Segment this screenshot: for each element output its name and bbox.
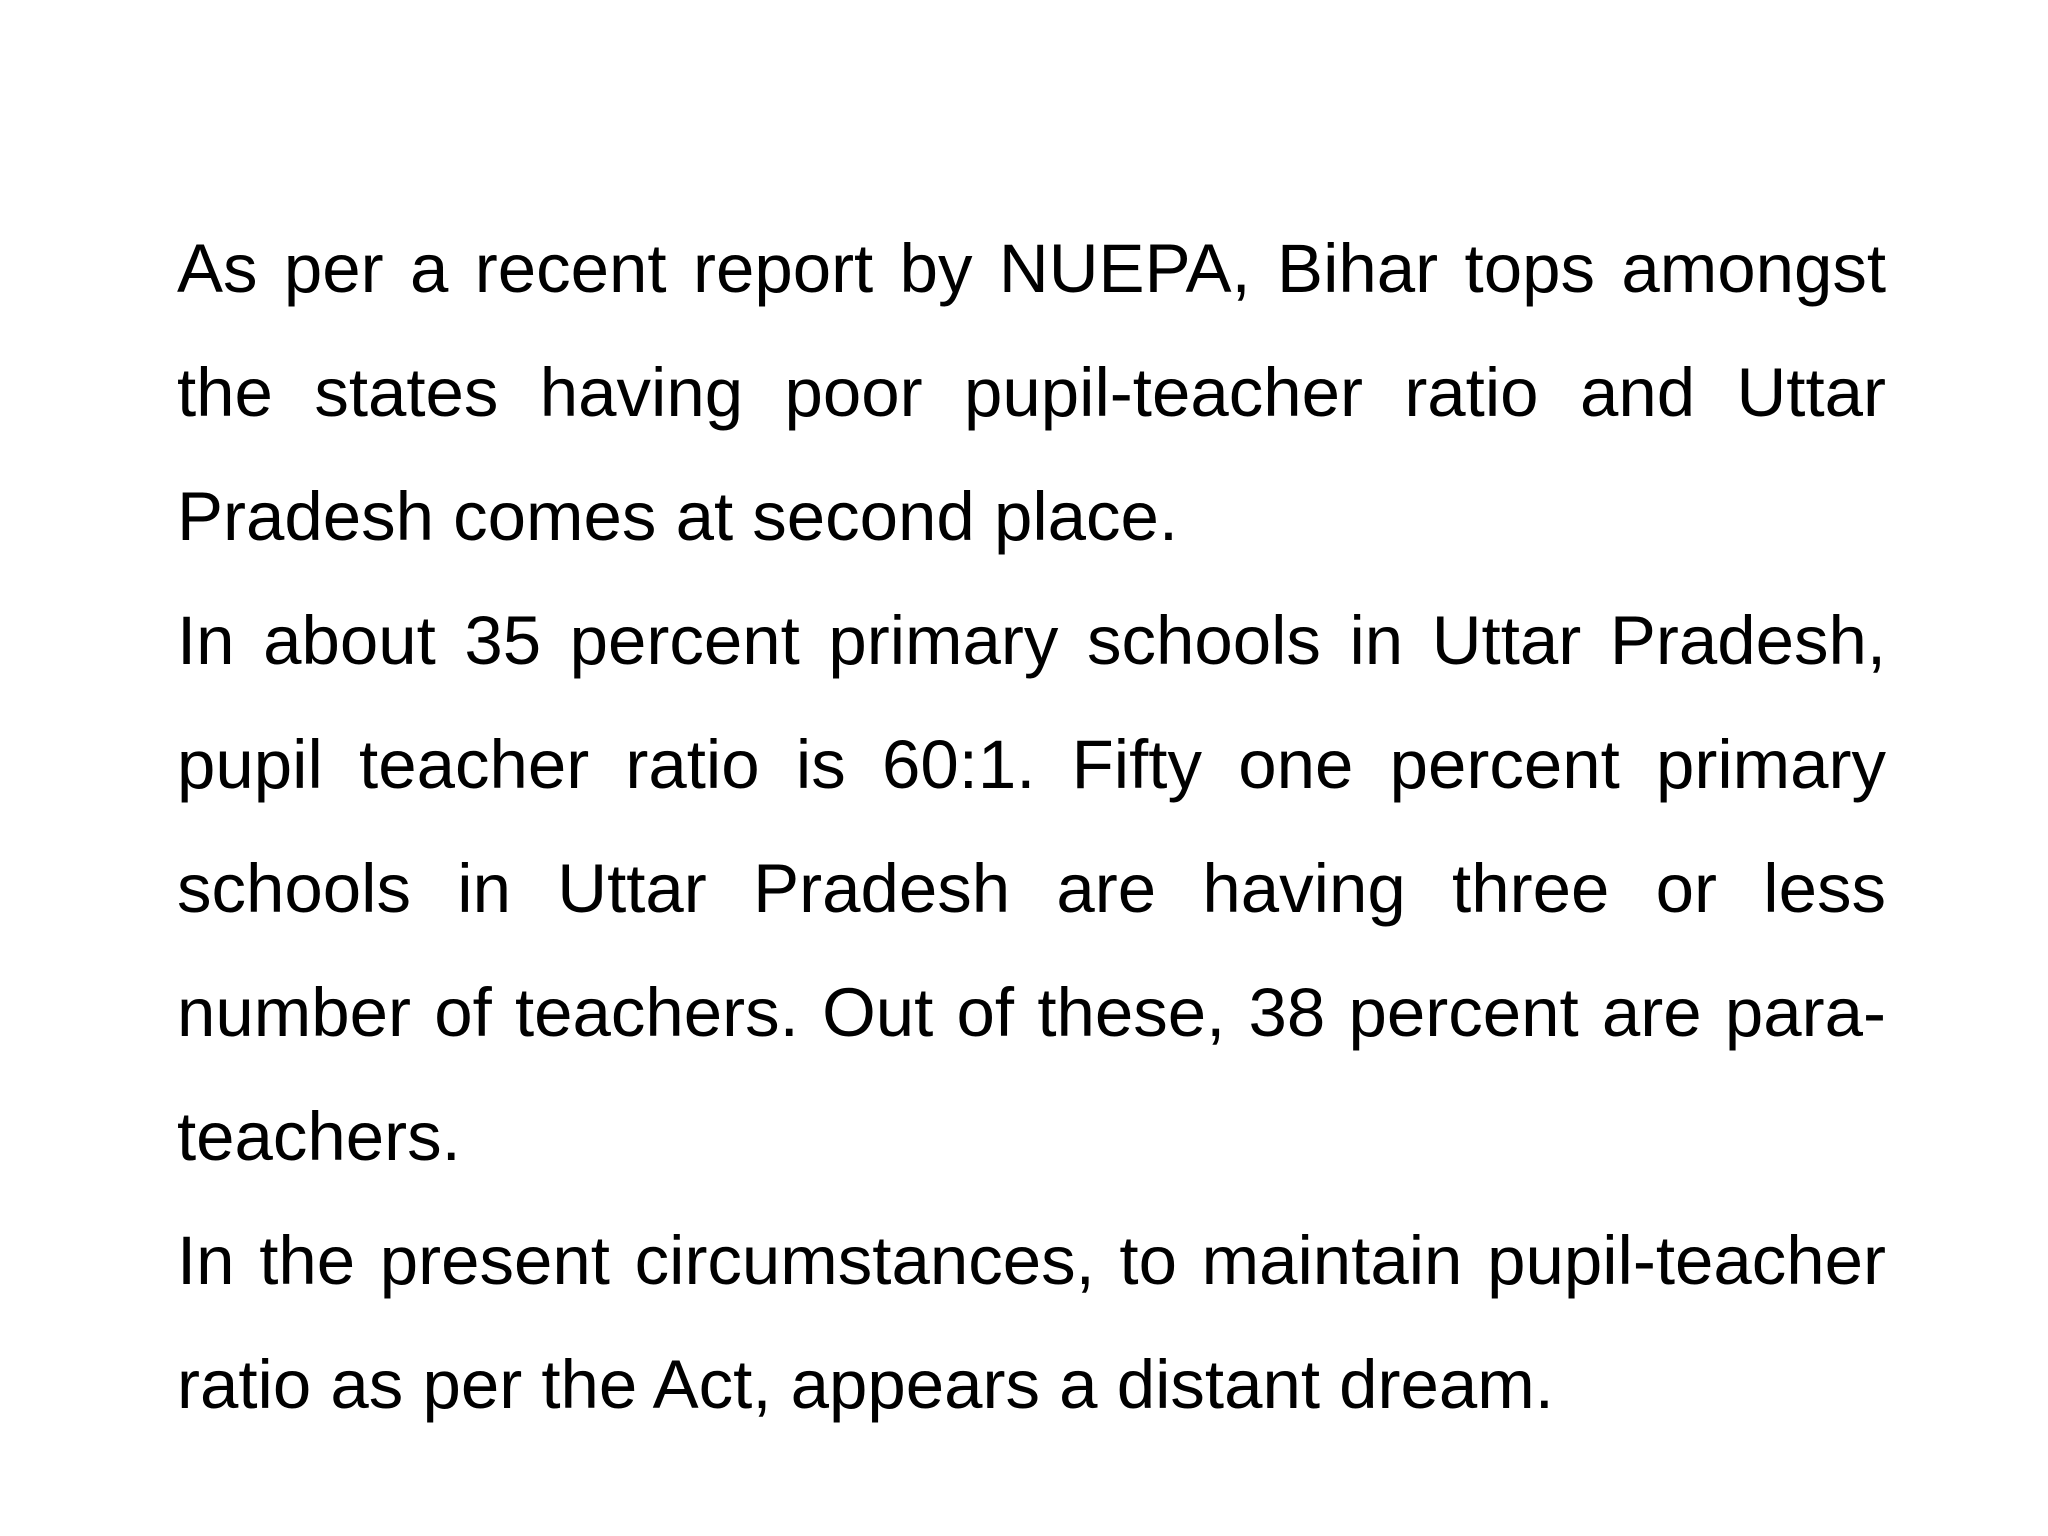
- paragraph-uttar-pradesh-statistics: In about 35 percent primary schools in Uttar Pradesh, pupil teacher ratio is 60:1. Fifty one percent primary schools in Uttar Pradesh are having three or less number of teachers. Out of these, 38 percent are para-teachers.: [177, 602, 1886, 1175]
- body-text: [177, 207, 1886, 1447]
- paragraph-conclusion: In the present circumstances, to maintain pupil-teacher ratio as per the Act, appears a distant dream.: [177, 1222, 1886, 1423]
- paragraph-nuepa-report: As per a recent report by NUEPA, Bihar tops amongst the states having poor pupil-teacher ratio and Uttar Pradesh comes at second place.: [177, 230, 1886, 555]
